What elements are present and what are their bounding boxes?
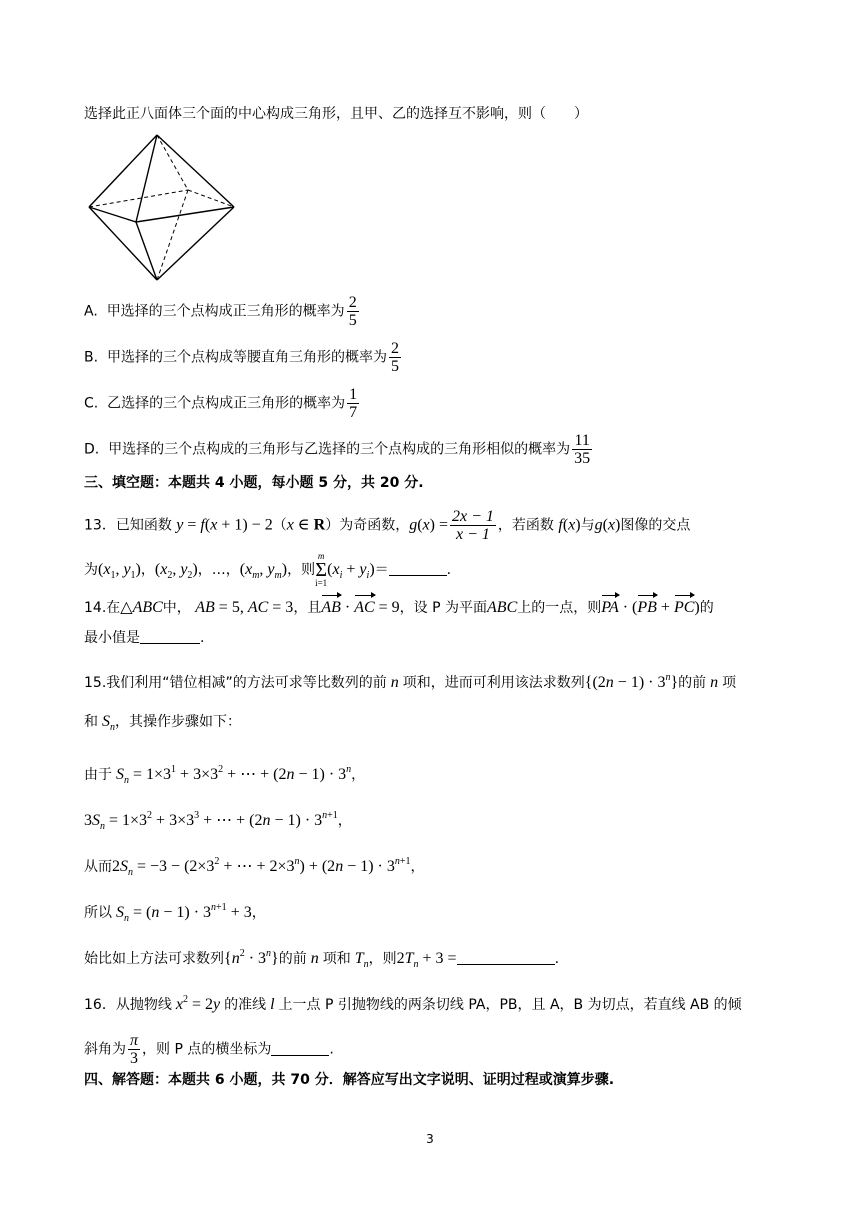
q16-line-1: 16．从抛物线 $x^2 = 2y$ 的准线 l 上一点 P 引抛物线的两条切线 PA，PB，且 A，B 为切点，若直线 AB 的倾: [84, 994, 742, 1013]
q13-answer-blank[interactable]: [389, 561, 447, 576]
q12-option-a: A. 甲选择的三个点构成正三角形的概率为 $\frac{2}{5}$: [84, 294, 357, 329]
section-4-heading: 四、解答题：本题共 6 小题，共 70 分．解答应写出文字说明、证明过程或演算步骤.: [84, 1072, 615, 1088]
q15-answer-blank[interactable]: [457, 950, 555, 965]
q12-stem: 选择此正八面体三个面的中心构成三角形，且甲、乙的选择互不影响，则（ ）: [84, 106, 588, 122]
q15-step-2: $3S_n = 1\times 3^2 + 3\times 3^3$ + ⋯ + $(2n - 1) \cdot 3^{n+1}$，: [84, 810, 352, 832]
q12-option-c: C. 乙选择的三个点构成正三角形的概率为 $\frac{1}{7}$: [84, 386, 358, 421]
q12-option-d: D. 甲选择的三个点构成的三角形与乙选择的三个点构成的三角形相似的概率为 $\frac{11}{35}$: [84, 432, 591, 467]
q14-answer-blank[interactable]: [140, 629, 200, 644]
octahedron-figure: [84, 130, 240, 290]
q15-line-1: 15.我们利用“错位相减”的方法可求等比数列的前 n 项和，进而可利用该法求数列$\{(2n - 1) \cdot 3^n\}$的前 n 项: [84, 672, 737, 691]
q15-step-4: 所以 $S_n = (n - 1) \cdot 3^{n+1} + 3$，: [84, 902, 266, 924]
q14-line-2: 最小值是 .: [84, 630, 205, 646]
q15-step-3: 从而$2S_n = -3 - (2\times 3^2$ + ⋯ + $2\times 3^n) + (2n - 1) \cdot 3^{n+1}$，: [84, 856, 425, 878]
q14-line-1: 14.在△ABC中， AB = 5, AC = 3，且AB · AC = 9，设 P 为平面ABC上的一点，则PA · (PB + PC)的: [84, 599, 714, 616]
q12-option-b: B. 甲选择的三个点构成等腰直角三角形的概率为 $\frac{2}{5}$: [84, 340, 399, 375]
page-number: 3: [426, 1132, 434, 1146]
section-3-heading: 三、填空题：本题共 4 小题，每小题 5 分，共 20 分.: [84, 475, 424, 491]
q13-line-1: 13．已知函数 y = f(x + 1) − 2（x ∈ R）为奇函数，g(x) = $\frac{2x - 1}{x - 1}$ ，若函数 f(x)与g(x)图像的交点: [84, 508, 691, 543]
q16-answer-blank[interactable]: [271, 1041, 329, 1056]
q16-line-2: 斜角为 $\frac{\pi}{3}$ ，则 P 点的横坐标为 .: [84, 1032, 334, 1067]
q13-line-2: 为($x_1$, $y_1$)，($x_2$, $y_2$)，…，($x_m$, $y_m$)，则 m Σ i=1 $(x_i + y_i)=$ .: [84, 551, 452, 588]
q15-step-1: 由于 $S_n = 1\times 3^1 + 3\times 3^2$ + ⋯ + $(2n - 1) \cdot 3^n$，: [84, 764, 366, 786]
q15-line-2: 和 $S_n$，其操作步骤如下：: [84, 713, 241, 733]
q15-step-5: 始比如上方法可求数列$\{n^2 \cdot 3^n\}$的前 n 项和 $T_n$，则$2T_n + 3$ = .: [84, 948, 560, 970]
